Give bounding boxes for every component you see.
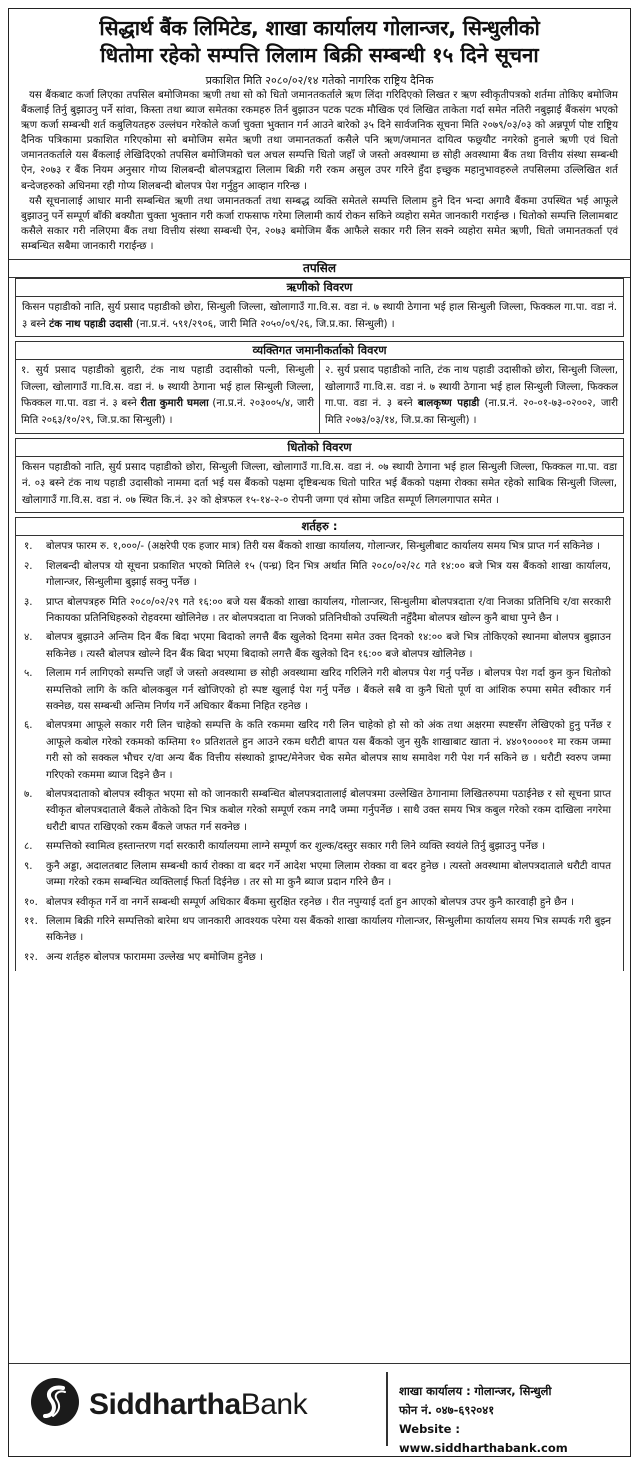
- term-text: बोलपत्र स्वीकृत गर्ने वा नगर्ने सम्बन्धी सम्पूर्ण अधिकार बैंकमा सुरक्षित रहनेछ । रीत नपुग्याई दर्ता हुन आएको बोलपत्र उपर कुनै कारवाही हुने छैन ।: [46, 896, 575, 908]
- collateral-title: धितोको विवरण: [16, 439, 623, 457]
- collateral-details: किसन पहाडीको नाति, सुर्य प्रसाद पहाडीको छोरा, सिन्धुली जिल्ला, खोलागाउँ गा.वि.स. वडा नं. ०७ स्थायी ठेगाना भई हाल सिन्धुली जिल्ला, फिक्कल गा.पा. वडा नं. ०३ बस्ने टंक नाथ पहाडी उदासीको नाममा दर्ता भई यस बैंकको पक्षमा दृष्टिबन्धक धितो पारित भई बैंकको पक्षमा रोक्का समेत रहेको साबिक सिन्धुली जिल्ला, खोलागाउँ गा.वि.स. वडा नं. ०७ स्थित कि.नं. ३२ को क्षेत्रफल १५-१४-२-० रोपनी जग्गा एवं सोमा जडित सम्पूर्ण लिगलगापात समेत ।: [22, 461, 617, 506]
- term-number: ६.: [24, 720, 33, 732]
- term-number: १२.: [24, 951, 38, 963]
- term-item: [24, 666, 611, 715]
- terms-title: शर्तहरु :: [16, 518, 623, 536]
- borrower-title: ऋणीको विवरण: [16, 279, 623, 297]
- term-item: [24, 914, 611, 947]
- term-text: बोलपत्रदाताको बोलपत्र स्वीकृत भएमा सो को जानकारी सम्बन्धित बोलपत्रदातालाई बोलपत्रमा उल्लेखित ठेगानामा लिखितरुपमा पठाईनेछ र सो सूचना प्राप्त स्वीकृत बोलपत्रदाताले बैंकले तोकेको दिन भित्र कबोल गरेको सम्पूर्ण रकम नगदै जम्मा गर्नुपर्नेछ । साथै उक्त समय भित्र कबुल गरेको रकम दाखिला नगरेमा धरौटी बापत राखिएको रकम बैंकले जफत गर्न सक्नेछ ।: [46, 789, 611, 833]
- terms-box: [15, 517, 624, 971]
- brand-name: SiddharthaBank: [89, 1388, 308, 1421]
- term-number: ९.: [24, 860, 33, 872]
- publication-line: प्रकाशित मिति २०८०/०२/१४ गतेको नागरिक राष्ट्रिय दैनिक: [205, 74, 434, 87]
- term-number: ४.: [24, 632, 33, 644]
- term-item: [24, 595, 611, 628]
- term-text: लिलाम गर्न लागिएको सम्पत्ति जहाँ जे जस्तो अवस्थामा छ सोही अवस्थामा खरिद गरिलिने गरी बोलपत्र पेश गर्नु पर्नेछ । बोलपत्र पेश गर्दा कुन कुन धितोको सम्पत्तिको लागि के कति बोलकबुल गर्न खोजिएको हो स्पष्ट खुलाई पेश गर्नु पर्नेछ । बैंकले सबै वा कुनै धितो पूर्ण वा आंशिक रुपमा समेत स्वीकार गर्न सक्नेछ, यस सम्बन्धी अन्तिम निर्णय गर्ने अधिकार बैंकमा निहित रहनेछ ।: [46, 668, 611, 713]
- term-number: ३.: [24, 596, 33, 608]
- term-number: ८.: [24, 841, 33, 853]
- bank-footer: [9, 1363, 630, 1456]
- term-text: सम्पत्तिको स्वामित्व हस्तान्तरण गर्दा सरकारी कार्यालयमा लाग्ने सम्पूर्ण कर शुल्क/दस्तुर सकार गरी लिने व्यक्ति स्वयंले तिर्नु बुझाउनु पर्नेछ ।: [46, 841, 546, 853]
- logo-swoosh-icon: [31, 1378, 79, 1426]
- term-number: ११.: [24, 915, 38, 927]
- term-number: २.: [24, 560, 33, 572]
- tapsil-heading: तपसिल: [9, 259, 630, 278]
- term-number: ५.: [24, 668, 33, 680]
- term-text: लिलाम बिक्री गरिने सम्पत्तिको बारेमा थप जानकारी आवश्यक परेमा यस बैंकको शाखा कार्यालय गोलान्जर, सिन्धुलीमा कार्यालय समय भित्र सम्पर्क गरी बुझ्न सकिनेछ ।: [46, 915, 611, 944]
- branch-contact: [399, 1382, 630, 1458]
- term-text: बोलपत्र फारम रु. १,०००/- (अक्षरेपी एक हजार मात्र) तिरी यस बैंकको शाखा कार्यालय, गोलान्जर, सिन्धुलीबाट कार्यालय समय भित्र प्राप्त गर्न सकिनेछ ।: [46, 541, 600, 553]
- term-item: [24, 630, 611, 663]
- branch-office-line: शाखा कार्यालय : गोलान्जर, सिन्धुली: [399, 1384, 552, 1398]
- term-text: प्राप्त बोलपत्रहरु मिति २०८०/०२/२९ गते १६:०० बजे यस बैंकको शाखा कार्यालय, गोलान्जर, सिन्धुलीमा बोलपत्रदाता र/वा निजका प्रतिनिधि र/वा सरकारी निकायका प्रतिनिधिहरुको रोहवरमा खोलिनेछ । तर बोलपत्रदाता वा निजको प्रतिनिधीको उपस्थिती नहुँदैमा बोलपत्र खोल्न कुनै बाधा पुग्ने छैन ।: [46, 596, 611, 624]
- guarantor-1: १. सुर्य प्रसाद पहाडीको बुहारी, टंक नाथ पहाडी उदासीको पत्नी, सिन्धुली जिल्ला, खोलागाउँ गा.वि.स. वडा नं. ७ स्थायी ठेगाना भई हाल सिन्धुली जिल्ला, फिक्कल गा.पा. वडा नं. ३ बस्ने रीता कुमारी घमला (ना.प्र.नं. २०३००५/४, जारी मिति २०६३/१०/२९, जि.प्र.का सिन्धुली) ।: [16, 360, 320, 432]
- intro-paragraph-1: यस बैंकबाट कर्जा लिएका तपसिल बमोजिमका ऋणी तथा सो को धितो जमानतकर्ताले ऋण लिंदा गरिदिएको लिखत र ऋण स्वीकृतीपत्रको शर्तमा तोकिए बमोजिम बैंकलाई तिर्नु बुझाउनु पर्ने सांवा, किस्ता तथा ब्याज समेतका रकमहरु तिर्न बुझाउन पटक पटक मौखिक एवं लिखित ताकेता गर्दा समेत नतिरी नबुझाई बैंकसंग भएको ऋण कर्जा सम्बन्धी शर्त कबुलियतहरु उल्लंघन गरेकोले कर्जा चुक्ता भुक्तान गर्न आउने बारेको ३५ दिने सार्वजनिक सूचना मिति २०७९/०३/०३ को अन्नपूर्ण पोष्ट राष्ट्रिय दैनिक पत्रिकामा प्रकाशित गरिएकोमा सो बमोजिम समेत ऋणी तथा जमानतकर्ता कसैले पनि ऋण/जमानत दायित्व फछ्र्यौट नगरेको हुनाले ऋणी एवं धितो जमानतकर्ताले यस बैंकलाई लेखिदिएको तपसिल बमोजिमको चल अचल सम्पत्ति धितो जहाँ जे जस्तो अवस्थामा छ सोही अवस्थामा बैंक तथा वित्तीय संस्था सम्बन्धी ऐन, २०७३ र बैंक नियम अनुसार गोप्य शिलबन्दी बोलपत्रद्वारा लिलाम बिक्री गरी रकम असुल उपर गरिने हुँदा इच्छुक महानुभावहरुले तपसिलमा उल्लिखित शर्त बन्देजहरुको अधिनमा रही गोप्य शिलबन्दी बोलपत्र पेश गर्नुहुन आव्हान गरिन्छ ।: [21, 90, 618, 192]
- website-link[interactable]: www.siddharthabank.com: [399, 1441, 568, 1455]
- footer-divider: [386, 1372, 388, 1446]
- intro-text: [9, 88, 630, 254]
- term-item: [24, 559, 611, 592]
- notice-heading-line2: धितोमा रहेको सम्पत्ति लिलाम बिक्री सम्बन्धी १५ दिने सूचना: [100, 43, 539, 67]
- term-item: [24, 539, 611, 555]
- term-number: १.: [24, 541, 33, 553]
- term-item: [24, 895, 611, 911]
- borrower-name: टंक नाथ पहाडी उदासी: [49, 318, 133, 330]
- term-number: १०.: [24, 896, 38, 908]
- borrower-box: [15, 278, 624, 337]
- guarantor-title: व्यक्तिगत जमानीकर्ताको विवरण: [16, 342, 623, 360]
- term-text: बोलपत्रमा आफूले सकार गरी लिन चाहेको सम्पत्ति के कति रकममा खरिद गरी लिन चाहेको हो सो को अंक तथा अक्षरमा स्पष्टसँग लेखिएको हुनु पर्नेछ र आफूले कबोल गरेको रकमको कम्तिमा १० प्रतिशतले हुन आउने रकम धरौटी बापत यस बैंकको जुन सुकै शाखाबाट खाता नं. ४४०९००००१ मा रकम जम्मा गरी सो को सक्कल भौचर र/वा अन्य बैंक वित्तीय संस्थाको ड्राफ्ट/मेनेजर चेक समेत बोलपत्र साथ समावेश गरी पेश गर्न सकिने छ । धरौटी स्वरुप जम्मा गरिएको रकममा ब्याज दिइने छैन ।: [46, 720, 611, 781]
- guarantor-1-name: रीता कुमारी घमला: [140, 398, 209, 410]
- branch-website-line: Website : www.siddharthabank.com: [399, 1422, 568, 1455]
- term-number: ७.: [24, 789, 33, 801]
- guarantor-columns: [16, 360, 623, 432]
- notice-heading-line1: सिद्धार्थ बैंक लिमिटेड, शाखा कार्यालय गोलान्जर, सिन्धुलीको: [99, 16, 540, 40]
- term-item: [24, 839, 611, 855]
- siddhartha-logo-icon: [31, 1378, 79, 1426]
- guarantor-2: २. सुर्य प्रसाद पहाडीको नाति, टंक नाथ पहाडी उदासीको छोरा, सिन्धुली जिल्ला, खोलागाउँ गा.वि.स. वडा नं. ७ स्थायी ठेगाना भई हाल सिन्धुली जिल्ला, फिक्कल गा.पा. वडा नं. ३ बस्ने बालकृष्ण पहाडी (ना.प्र.नं. २०-०१-७३-०२००२, जारी मिति २०७३/०३/१४, जि.प्र.का सिन्धुली) ।: [325, 365, 618, 426]
- term-item: [24, 950, 611, 966]
- term-text: बोलपत्र बुझाउने अन्तिम दिन बैंक बिदा भएमा बिदाको लगत्तै बैंक खुलेको दिनमा समेत उक्त दिनको १४:०० बजे भित्र तोकिएको स्थानमा बोलपत्र बुझाउन सकिनेछ । त्यस्तै बोलपत्र खोल्ने दिन बैंक बिदा भएमा बिदाको लगत्तै बैंक खुलेको दिन १६:०० बजे बोलपत्र खोलिनेछ ।: [46, 632, 611, 660]
- guarantor-2-name: बालकृष्ण पहाडी: [417, 398, 480, 410]
- term-text: कुनै अड्डा, अदालतबाट लिलाम सम्बन्धी कार्य रोक्का वा बदर गर्ने आदेश भएमा लिलाम रोक्का वा बदर हुनेछ । त्यस्तो अवस्थामा बोलपत्रदाताले धरौटी वापत जम्मा गरेको रकम सम्बन्धित व्यक्तिलाई फिर्ता दिईनेछ । तर सो मा कुनै ब्याज प्रदान गरिने छैन ।: [46, 860, 611, 889]
- term-text: अन्य शर्तहरु बोलपत्र फाराममा उल्लेख भए बमोजिम हुनेछ ।: [46, 951, 263, 963]
- term-item: [24, 718, 611, 784]
- borrower-details: किसन पहाडीको नाति, सुर्य प्रसाद पहाडीको छोरा, सिन्धुली जिल्ला, खोलागाउँ गा.वि.स. वडा नं. ७ स्थायी ठेगाना भई हाल सिन्धुली जिल्ला, फिक्कल गा.पा. वडा नं. ३ बस्ने टंक नाथ पहाडी उदासी (ना.प्र.नं. ५९१/२९०६, जारी मिति २०५०/०९/२६, जि.प्र.का. सिन्धुली) ।: [22, 302, 617, 330]
- term-item: [24, 859, 611, 892]
- term-text: शिलबन्दी बोलपत्र यो सूचना प्रकाशित भएको मितिले १५ (पन्ध्र) दिन भित्र अर्थात मिति २०८०/०२/२८ गते १४:०० बजे भित्र यस बैंकको शाखा कार्यालय, गोलान्जर, सिन्धुलीमा बुझाई सक्नु पर्नेछ ।: [46, 560, 611, 589]
- branch-phone-line: फोन नं. ०४७-६९२०४१: [399, 1403, 495, 1417]
- collateral-box: [15, 438, 624, 514]
- intro-paragraph-2: यसै सूचनालाई आधार मानी सम्बन्धित ऋणी तथा जमानतकर्ता तथा सम्बद्ध व्यक्ति समेतले सम्पत्ति लिलाम हुने दिन भन्दा अगावै बैंकमा उपस्थित भई आफूले बुझाउनु पर्ने सम्पूर्ण बाँकी बक्यौता चुक्ता भुक्तान गरी कर्जा राफसाफ गरेमा लिलामी कार्य रोकन सकिने व्यहोरा समेत जानकारी गराईन्छ । धितोको सम्पत्ति लिलामबाट कसैले सकार गरी नलिएमा बैंक तथा वित्तीय संस्था सम्बन्धी ऐन, २०७३ बमोजिम बैंक आफैले सकार गरी लिन सक्ने व्यहोरा समेत ऋणी, धितो जमानतकर्ता एवं सम्बन्धित सबैमा जानकारी गराईन्छ ।: [21, 195, 618, 252]
- term-item: [24, 787, 611, 836]
- terms-list: [16, 536, 623, 971]
- guarantor-box: [15, 341, 624, 433]
- notice-page: [8, 8, 631, 1457]
